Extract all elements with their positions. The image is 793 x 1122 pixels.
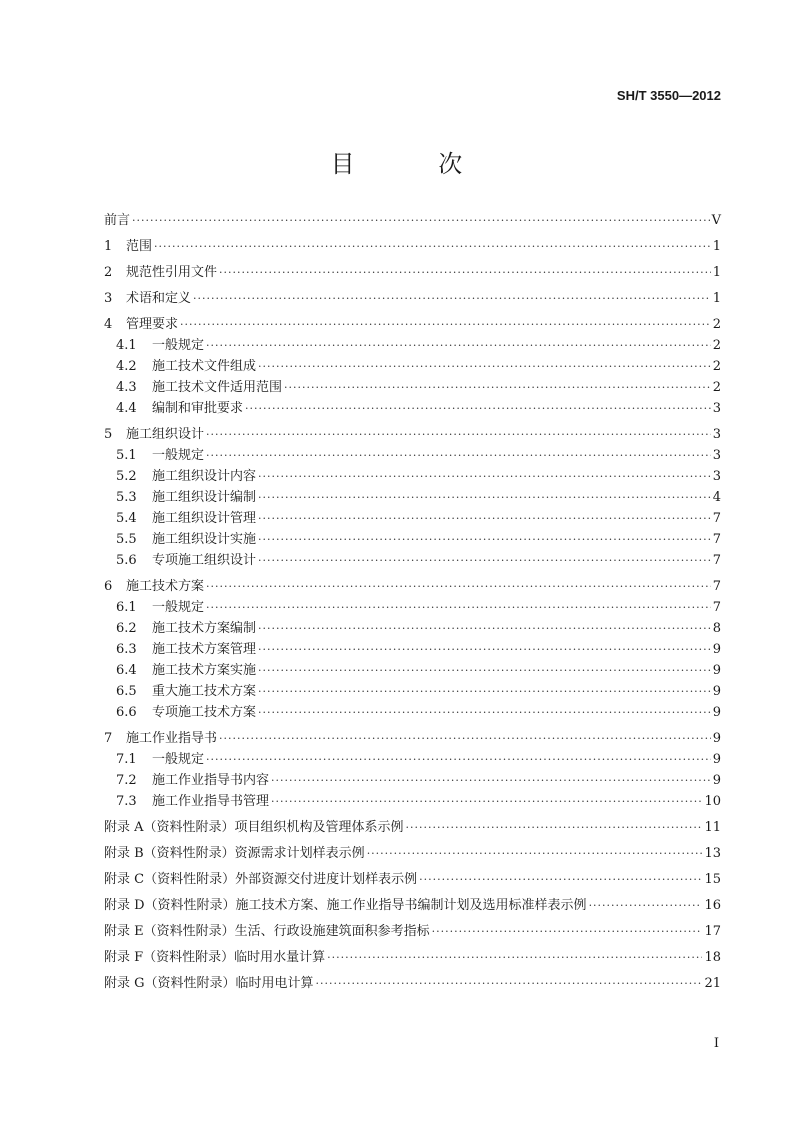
toc-entry[interactable] [104,596,721,617]
toc-entry-title: 施工作业指导书 [126,731,218,746]
dot-leader [180,318,711,331]
toc-entry-number: 4.2 [116,359,137,374]
dot-leader [258,512,711,525]
toc-entry-title: 范围 [126,239,153,254]
toc-entry-title: 一般规定 [152,752,205,767]
toc-entry-page: 18 [704,950,721,965]
toc-entry-title: 施工技术方案编制 [152,621,257,636]
toc-entry-title: 施工组织设计编制 [152,490,257,505]
toc-entry[interactable] [104,397,721,418]
toc-entry-title: 附录 D（资料性附录）施工技术方案、施工作业指导书编制计划及选用标准样表示例 [104,898,587,913]
toc-entry-page: 16 [704,898,721,913]
toc-entry-title: 一般规定 [152,600,205,615]
dot-leader [258,622,711,635]
toc-entry-page: 1 [712,239,721,254]
toc-entry[interactable] [104,617,721,638]
toc-entry[interactable] [104,701,721,722]
toc-entry[interactable] [104,575,721,596]
table-of-contents [104,204,721,993]
toc-entry-page: 9 [712,731,721,746]
toc-entry[interactable] [104,209,721,230]
toc-entry-title: 附录 F（资料性附录）临时用水量计算 [104,950,326,965]
toc-entry-title: 前言 [104,213,131,228]
toc-entry[interactable] [104,287,721,308]
dot-leader [258,706,711,719]
toc-entry-title: 一般规定 [152,448,205,463]
toc-entry-number: 7 [104,731,113,746]
toc-entry[interactable] [104,868,721,889]
toc-entry[interactable] [104,920,721,941]
toc-entry-title: 一般规定 [152,338,205,353]
toc-entry[interactable] [104,334,721,355]
toc-entry-page: 9 [712,752,721,767]
dot-leader [367,847,703,860]
page-title: 目 次 [330,150,501,178]
toc-entry-number: 3 [104,291,113,306]
dot-leader [271,774,711,787]
toc-entry-number: 6.4 [116,663,137,678]
toc-entry-page: 9 [712,705,721,720]
toc-entry[interactable] [104,235,721,256]
dot-leader [271,795,702,808]
toc-entry[interactable] [104,790,721,811]
toc-entry-page: 2 [712,317,721,332]
toc-entry-page: V [711,213,721,228]
dot-leader [132,214,710,227]
dot-leader [206,449,711,462]
toc-entry[interactable] [104,355,721,376]
toc-entry-page: 7 [712,553,721,568]
dot-leader [206,339,711,352]
toc-entry-number: 2 [104,265,113,280]
toc-entry-page: 7 [712,600,721,615]
toc-entry-number: 4 [104,317,113,332]
toc-entry-page: 2 [712,359,721,374]
toc-entry-title: 专项施工组织设计 [152,553,257,568]
toc-entry-number: 5.1 [116,448,137,463]
toc-entry-number: 6.5 [116,684,137,699]
dot-leader [258,533,711,546]
dot-leader [193,292,711,305]
dot-leader [258,685,711,698]
toc-entry-page: 1 [712,291,721,306]
toc-entry-title: 施工技术文件组成 [152,359,257,374]
toc-entry[interactable] [104,549,721,570]
toc-entry[interactable] [104,769,721,790]
toc-entry-number: 5.2 [116,469,137,484]
toc-entry-number: 6.3 [116,642,137,657]
toc-entry-title: 附录 E（资料性附录）生活、行政设施建筑面积参考指标 [104,924,430,939]
dot-leader [206,428,711,441]
toc-entry-number: 6.1 [116,600,137,615]
toc-entry[interactable] [104,748,721,769]
toc-entry-title: 施工技术文件适用范围 [152,380,283,395]
toc-entry[interactable] [104,659,721,680]
toc-entry-number: 5 [104,427,113,442]
toc-entry-title: 规范性引用文件 [126,265,218,280]
toc-entry[interactable] [104,507,721,528]
toc-entry-page: 11 [704,820,721,835]
document-code: SH/T 3550—2012 [616,88,721,103]
toc-entry-number: 5.5 [116,532,137,547]
dot-leader [154,240,711,253]
toc-entry-number: 4.1 [116,338,137,353]
toc-entry-title: 附录 G（资料性附录）临时用电计算 [104,976,314,991]
dot-leader [589,899,703,912]
toc-entry-number: 1 [104,239,113,254]
page-number: I [713,1036,719,1051]
toc-entry-page: 13 [704,846,721,861]
toc-entry-number: 5.6 [116,553,137,568]
toc-entry-number: 5.4 [116,511,137,526]
toc-entry[interactable] [104,376,721,397]
toc-entry-title: 附录 A（资料性附录）项目组织机构及管理体系示例 [104,820,404,835]
dot-leader [284,381,711,394]
toc-entry[interactable] [104,423,721,444]
toc-entry-page: 9 [712,773,721,788]
toc-entry[interactable] [104,486,721,507]
toc-entry-title: 施工组织设计 [126,427,205,442]
dot-leader [206,580,711,593]
dot-leader [258,664,711,677]
toc-entry[interactable] [104,638,721,659]
toc-entry-title: 施工技术方案管理 [152,642,257,657]
toc-entry-page: 7 [712,532,721,547]
dot-leader [219,266,711,279]
toc-entry-title: 施工组织设计实施 [152,532,257,547]
toc-entry[interactable] [104,261,721,282]
toc-entry-title: 施工作业指导书管理 [152,794,270,809]
toc-entry-title: 专项施工技术方案 [152,705,257,720]
toc-entry-title: 附录 B（资料性附录）资源需求计划样表示例 [104,846,365,861]
toc-entry-page: 8 [712,621,721,636]
dot-leader [219,732,711,745]
toc-entry-number: 7.1 [116,752,137,767]
toc-entry[interactable] [104,816,721,837]
dot-leader [245,402,711,415]
toc-entry-page: 9 [712,663,721,678]
dot-leader [206,601,711,614]
toc-entry-title: 编制和审批要求 [152,401,244,416]
toc-entry-title: 施工作业指导书内容 [152,773,270,788]
toc-entry-title: 施工组织设计内容 [152,469,257,484]
toc-entry-page: 7 [712,511,721,526]
toc-entry[interactable] [104,946,721,967]
dot-leader [258,491,711,504]
toc-entry-page: 3 [712,448,721,463]
toc-entry-title: 施工技术方案 [126,579,205,594]
toc-entry-page: 15 [704,872,721,887]
toc-entry-number: 5.3 [116,490,137,505]
toc-entry-number: 4.3 [116,380,137,395]
toc-entry-number: 7.3 [116,794,137,809]
dot-leader [258,643,711,656]
toc-entry[interactable] [104,842,721,863]
toc-entry-title: 重大施工技术方案 [152,684,257,699]
toc-entry-page: 2 [712,380,721,395]
toc-entry[interactable] [104,680,721,701]
dot-leader [206,753,711,766]
toc-entry-number: 6.6 [116,705,137,720]
dot-leader [258,554,711,567]
toc-entry-page: 4 [712,490,721,505]
toc-entry-page: 9 [712,642,721,657]
toc-entry-title: 施工技术方案实施 [152,663,257,678]
toc-entry-number: 6 [104,579,113,594]
toc-entry-page: 17 [704,924,721,939]
toc-entry-page: 3 [712,427,721,442]
toc-entry-page: 10 [704,794,721,809]
dot-leader [327,951,702,964]
dot-leader [406,821,703,834]
toc-entry-title: 管理要求 [126,317,179,332]
toc-entry[interactable] [104,528,721,549]
dot-leader [432,925,703,938]
toc-entry[interactable] [104,313,721,334]
toc-entry-title: 附录 C（资料性附录）外部资源交付进度计划样表示例 [104,872,418,887]
toc-entry-number: 7.2 [116,773,137,788]
toc-entry-title: 施工组织设计管理 [152,511,257,526]
toc-entry-title: 术语和定义 [126,291,192,306]
toc-entry[interactable] [104,894,721,915]
toc-entry[interactable] [104,465,721,486]
toc-entry-page: 1 [712,265,721,280]
toc-entry-number: 6.2 [116,621,137,636]
dot-leader [258,470,711,483]
toc-entry[interactable] [104,727,721,748]
toc-entry[interactable] [104,444,721,465]
toc-entry-page: 3 [712,469,721,484]
toc-entry-page: 3 [712,401,721,416]
toc-entry-page: 21 [704,976,721,991]
toc-entry-number: 4.4 [116,401,137,416]
dot-leader [316,977,703,990]
toc-entry-page: 2 [712,338,721,353]
dot-leader [419,873,702,886]
toc-entry-page: 9 [712,684,721,699]
toc-entry-page: 7 [712,579,721,594]
toc-entry[interactable] [104,972,721,993]
dot-leader [258,360,711,373]
